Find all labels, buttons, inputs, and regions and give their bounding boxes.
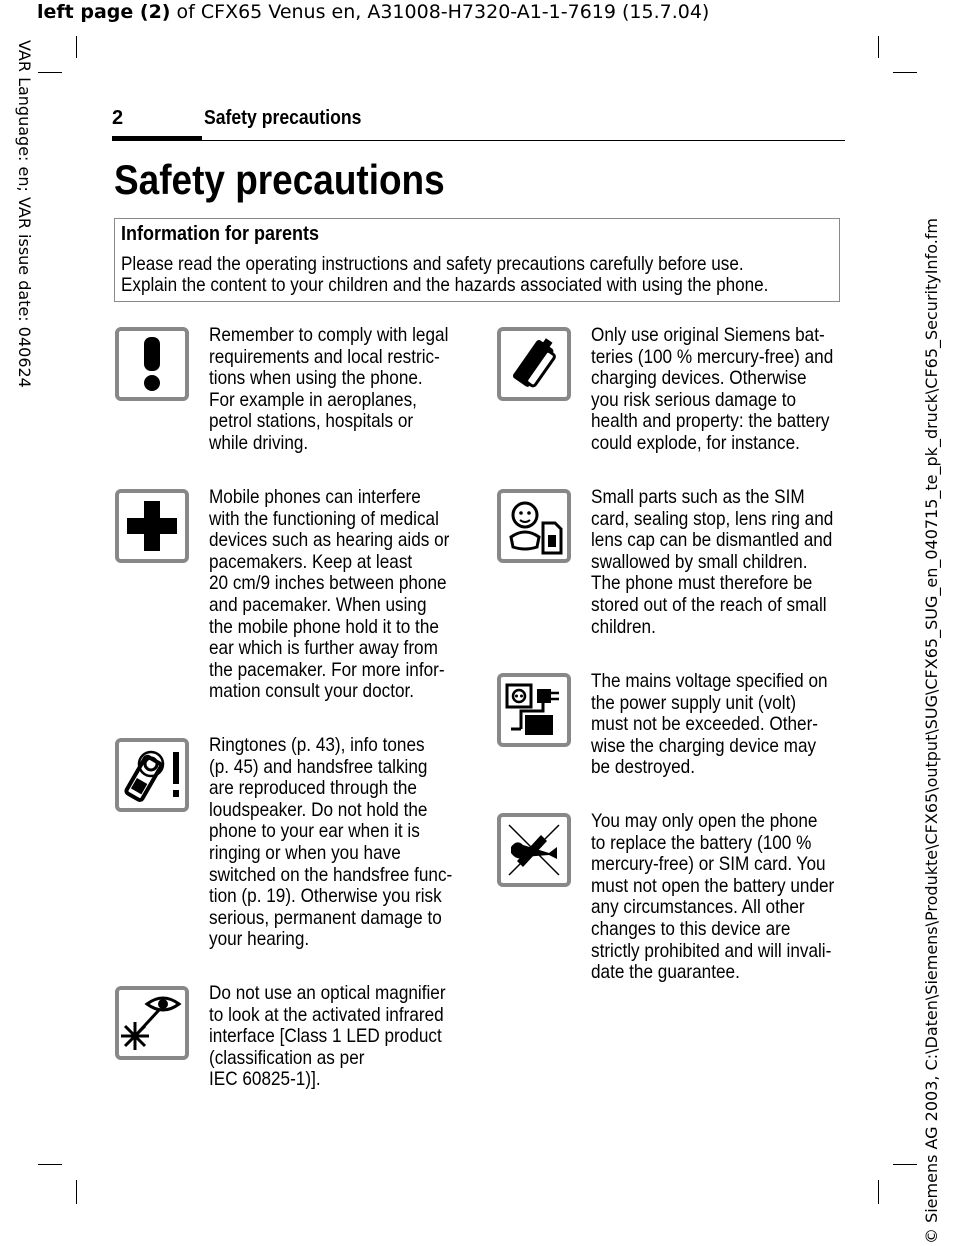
item-line: requirements and local restric- xyxy=(209,345,440,368)
item-line: IEC 60825-1)]. xyxy=(209,1068,321,1091)
item-line: to look at the activated infrared xyxy=(209,1003,444,1026)
safety-item-battery xyxy=(591,325,861,455)
item-line: the pacemaker. For more infor- xyxy=(209,658,445,681)
safety-item-legal xyxy=(209,325,479,455)
safety-item-ringtones xyxy=(209,735,479,951)
item-line: be destroyed. xyxy=(591,756,695,779)
info-box-line: Please read the operating instructions and safety precautions carefully before use. xyxy=(121,254,744,275)
item-line: devices such as hearing aids or xyxy=(209,529,450,552)
item-line: The phone must therefore be xyxy=(591,572,813,595)
page-title: Safety precautions xyxy=(114,156,445,203)
item-line: You may only open the phone xyxy=(591,810,818,832)
item-line: strictly prohibited and will invali- xyxy=(591,939,832,962)
item-line: to replace the battery (100 % xyxy=(591,831,812,854)
item-line: the power supply unit (volt) xyxy=(591,691,797,714)
right-vertical-meta: © Siemens AG 2003, C:\Daten\Siemens\Produkte\CFX65\output\SUG\CFX65_SUG_en_040715_te_pk_druck\CF65_SecurityInfo.fm xyxy=(922,217,941,1244)
item-line: any circumstances. All other xyxy=(591,896,805,919)
item-line: ringing or when you have xyxy=(209,841,401,864)
item-line: health and property: the battery xyxy=(591,410,830,433)
item-line: interface [Class 1 LED product xyxy=(209,1025,442,1048)
item-line: must not open the battery under xyxy=(591,874,835,897)
print-meta-bold: left page (2) xyxy=(37,1,171,23)
item-line: (classification as per xyxy=(209,1046,365,1069)
crop-mark xyxy=(893,72,917,73)
print-meta-line xyxy=(37,1,709,23)
item-line: the mobile phone hold it to the xyxy=(209,615,439,638)
info-box-title: Information for parents xyxy=(121,223,320,245)
crop-mark xyxy=(893,1164,917,1165)
page-number: 2 xyxy=(112,107,124,129)
item-line: changes to this device are xyxy=(591,917,791,940)
item-line: wise the charging device may xyxy=(591,734,817,757)
item-line: could explode, for instance. xyxy=(591,431,800,454)
item-line: card, sealing stop, lens ring and xyxy=(591,507,834,530)
item-line: Ringtones (p. 43), info tones xyxy=(209,734,425,756)
crop-mark xyxy=(878,36,879,58)
item-line: mercury-free) or SIM card. You xyxy=(591,853,826,876)
item-line: The mains voltage specified on xyxy=(591,670,828,692)
item-line: pacemakers. Keep at least xyxy=(209,550,413,573)
item-line: switched on the handsfree func- xyxy=(209,863,453,886)
item-line: tions when using the phone. xyxy=(209,367,423,390)
item-line: stored out of the reach of small xyxy=(591,593,827,616)
item-line: lens cap can be dismantled and xyxy=(591,529,833,552)
item-line: and pacemaker. When using xyxy=(209,593,427,616)
item-line: while driving. xyxy=(209,431,309,454)
crop-mark xyxy=(76,1180,77,1204)
item-line: Mobile phones can interfere xyxy=(209,486,421,508)
item-line: you risk serious damage to xyxy=(591,388,797,411)
info-box-parents xyxy=(114,218,840,302)
ringing-phone-warning-icon xyxy=(115,738,189,812)
item-line: petrol stations, hospitals or xyxy=(209,410,414,433)
item-line: (p. 45) and handsfree talking xyxy=(209,755,428,778)
crop-mark xyxy=(38,1164,62,1165)
item-line: ear which is further away from xyxy=(209,637,438,660)
item-line: children. xyxy=(591,615,656,638)
power-socket-charger-icon xyxy=(497,673,571,747)
item-line: For example in aeroplanes, xyxy=(209,388,417,411)
item-line: phone to your ear when it is xyxy=(209,820,420,843)
exclamation-icon xyxy=(115,327,189,401)
item-line: teries (100 % mercury-free) and xyxy=(591,345,834,368)
eye-laser-icon xyxy=(115,986,189,1060)
item-line: are reproduced through the xyxy=(209,777,417,800)
left-vertical-meta: VAR Language: en; VAR issue date: 040624 xyxy=(15,40,34,388)
info-box-line: Explain the content to your children and the hazards associated with using the phone. xyxy=(121,275,769,296)
item-line: swallowed by small children. xyxy=(591,550,808,573)
item-line: Do not use an optical magnifier xyxy=(209,982,446,1004)
no-tools-icon xyxy=(497,813,571,887)
battery-icon xyxy=(497,327,571,401)
safety-item-medical xyxy=(209,487,479,703)
item-line: mation consult your doctor. xyxy=(209,680,415,703)
item-line: loudspeaker. Do not hold the xyxy=(209,798,428,821)
crop-mark xyxy=(878,1180,879,1204)
item-line: tion (p. 19). Otherwise you risk xyxy=(209,885,442,908)
item-line: 20 cm/9 inches between phone xyxy=(209,572,447,595)
safety-item-open-phone xyxy=(591,811,861,984)
item-line: with the functioning of medical xyxy=(209,507,439,530)
medical-cross-icon xyxy=(115,489,189,563)
item-line: date the guarantee. xyxy=(591,961,740,984)
baby-sim-card-icon xyxy=(497,489,571,563)
running-header-title: Safety precautions xyxy=(204,107,362,129)
crop-mark xyxy=(76,36,77,58)
item-line: your hearing. xyxy=(209,928,310,951)
item-line: must not be exceeded. Other- xyxy=(591,713,819,736)
item-line: serious, permanent damage to xyxy=(209,906,442,929)
safety-item-infrared xyxy=(209,983,479,1091)
item-line: Remember to comply with legal xyxy=(209,324,449,346)
safety-item-small-parts xyxy=(591,487,861,638)
crop-mark xyxy=(38,72,62,73)
print-meta-rest: of CFX65 Venus en, A31008-H7320-A1-1-7619 (15.7.04) xyxy=(170,1,710,23)
item-line: Only use original Siemens bat- xyxy=(591,324,825,346)
safety-item-mains-voltage xyxy=(591,671,861,779)
item-line: Small parts such as the SIM xyxy=(591,486,805,508)
header-rule xyxy=(112,140,845,141)
item-line: charging devices. Otherwise xyxy=(591,367,807,390)
